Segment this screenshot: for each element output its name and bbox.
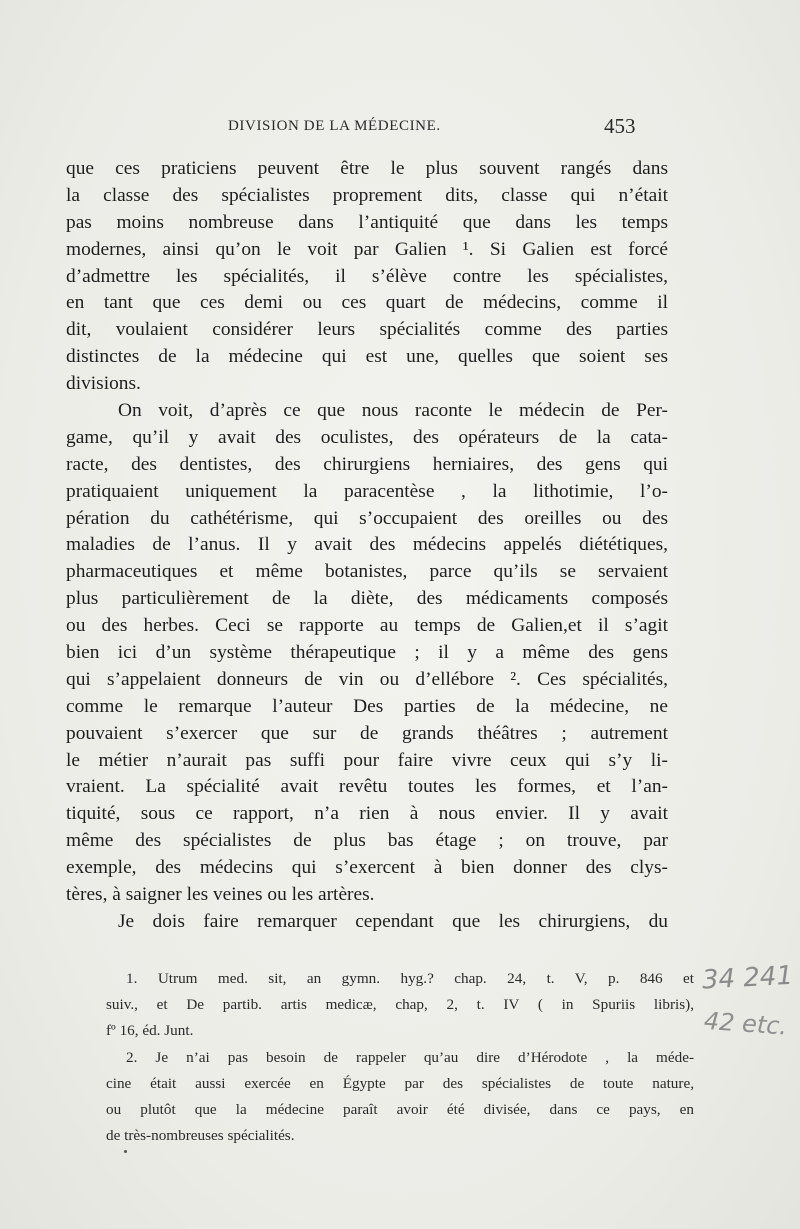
body-line: tères, à saigner les veines ou les artères. bbox=[66, 884, 375, 906]
body-line: qui s’appelaient donneurs de vin ou d’ellébore ². Ces spécialités, bbox=[66, 668, 668, 690]
body-line: game, qu’il y avait des oculistes, des opérateurs de la cata- bbox=[66, 426, 668, 448]
body-line: comme le remarque l’auteur Des parties de la médecine, ne bbox=[66, 695, 668, 717]
body-line: la classe des spécialistes proprement dits, classe qui n’était bbox=[66, 184, 668, 206]
body-line: pouvaient s’exercer que sur de grands théâtres ; autrement bbox=[66, 722, 668, 744]
body-line: bien ici d’un système thérapeutique ; il y a même des gens bbox=[66, 642, 668, 664]
body-line: dit, voulaient considérer leurs spécialités comme des parties bbox=[66, 319, 668, 341]
running-head bbox=[0, 114, 800, 140]
body-line: tiquité, sous ce rapport, n’a rien à nous envier. Il y avait bbox=[66, 803, 668, 825]
body-line: d’admettre les spécialités, il s’élève contre les spécialistes, bbox=[66, 265, 668, 287]
body-line: Je dois faire remarquer cependant que les chirurgiens, du bbox=[118, 910, 668, 932]
handwritten-annotation-line-1: 34 241 bbox=[701, 960, 794, 996]
running-head-title: DIVISION DE LA MÉDECINE. bbox=[228, 118, 441, 134]
body-line: divisions. bbox=[66, 373, 141, 395]
body-line: On voit, d’après ce que nous raconte le médecin de Per- bbox=[118, 400, 668, 422]
body-line: pharmaceutiques et même botanistes, parce qu’ils se servaient bbox=[66, 561, 668, 583]
body-line: exemple, des médecins qui s’exercent à bien donner des clys- bbox=[66, 857, 668, 879]
footnote-line: 1. Utrum med. sit, an gymn. hyg.? chap. 24, t. V, p. 846 et bbox=[126, 970, 694, 987]
body-line: en tant que ces demi ou ces quart de médecins, comme il bbox=[66, 292, 668, 314]
handwritten-annotation-line-2: 42 etc. bbox=[703, 1006, 789, 1041]
body-line: plus particulièrement de la diète, des médicaments composés bbox=[66, 588, 668, 610]
body-line: le métier n’aurait pas suffi pour faire vivre ceux qui s’y li- bbox=[66, 749, 668, 771]
handwritten-pencil-annotation bbox=[700, 958, 800, 1050]
footnote-line: fº 16, éd. Junt. bbox=[106, 1022, 194, 1040]
footnote-line: suiv., et De partib. artis medicæ, chap, 2, t. IV ( in Spuriis libris), bbox=[106, 996, 694, 1014]
body-line: pas moins nombreuse dans l’antiquité que dans les temps bbox=[66, 211, 668, 233]
body-line: pratiquaient uniquement la paracentèse , la lithotimie, l’o- bbox=[66, 480, 668, 502]
footnote-line: cine était aussi exercée en Égypte par des spécialistes de toute nature, bbox=[106, 1074, 694, 1092]
body-line: modernes, ainsi qu’on le voit par Galien ¹. Si Galien est forcé bbox=[66, 238, 668, 260]
body-line: même des spécialistes de plus bas étage ; on trouve, par bbox=[66, 830, 668, 852]
body-line: maladies de l’anus. Il y avait des médecins appelés diététiques, bbox=[66, 534, 668, 556]
body-line: racte, des dentistes, des chirurgiens herniaires, des gens qui bbox=[66, 453, 668, 475]
body-line: ou des herbes. Ceci se rapporte au temps de Galien,et il s’agit bbox=[66, 615, 668, 637]
body-text bbox=[66, 156, 668, 936]
body-line: vraient. La spécialité avait revêtu toutes les formes, et l’an- bbox=[66, 776, 668, 798]
ink-speck bbox=[124, 1150, 127, 1153]
body-line: que ces praticiens peuvent être le plus souvent rangés dans bbox=[66, 158, 668, 179]
page-number: 453 bbox=[604, 114, 636, 138]
body-line: pération du cathétérisme, qui s’occupaient des oreilles ou des bbox=[66, 507, 668, 529]
footnotes bbox=[106, 966, 694, 1149]
footnote-line: 2. Je n’ai pas besoin de rappeler qu’au dire d’Hérodote , la méde- bbox=[126, 1048, 694, 1066]
footnote-line: ou plutôt que la médecine paraît avoir été divisée, dans ce pays, en bbox=[106, 1100, 694, 1118]
footnote-line: de très-nombreuses spécialités. bbox=[106, 1127, 295, 1145]
body-line: distinctes de la médecine qui est une, quelles que soient ses bbox=[66, 346, 668, 368]
